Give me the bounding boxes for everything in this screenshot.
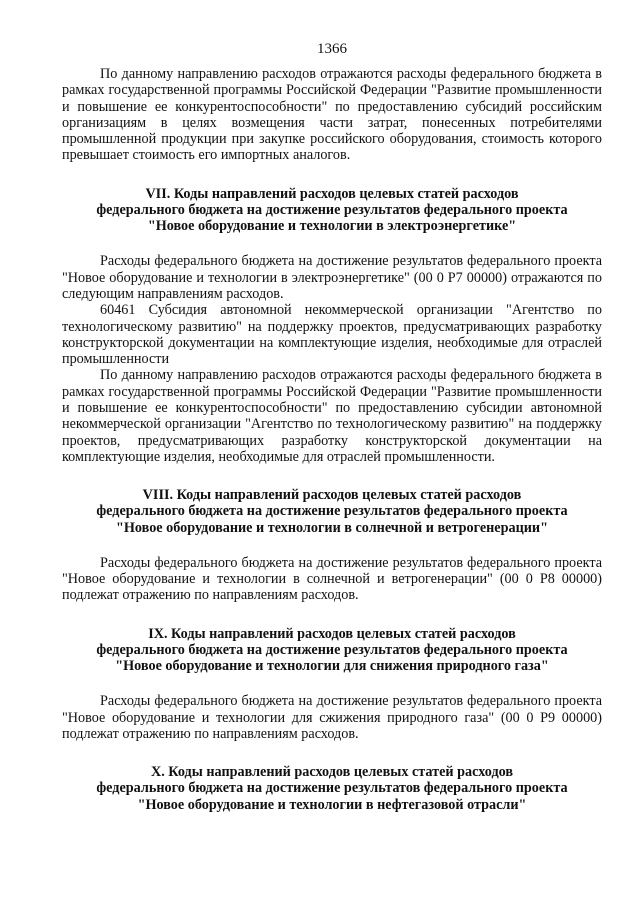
intro-paragraph: По данному направлению расходов отражаются расходы федерального бюджета в рамках государственной программы Российской Федерации "Развитие промышленности и повышение ее конкурентоспособности" по предоставлению субсидий российским организациям в целях возмещения части затрат, понесенных потребителями промышленной продукции при закупке российского оборудования, стоимость которого превышает стоимость его импортных аналогов. bbox=[62, 66, 602, 164]
section-vii-paragraph: По данному направлению расходов отражаются расходы федерального бюджета в рамках государственной программы Российской Федерации "Развитие промышленности и повышение ее конкурентоспособности" по предоставлению субсидии автономной некоммерческой организации "Агентство по технологическому развитию" на поддержку проектов, предусматривающих разработку конструкторской документации на комплектующие изделия, необходимые для отраслей промышленности. bbox=[62, 367, 602, 465]
heading-line: федерального бюджета на достижение результатов федерального проекта bbox=[96, 780, 568, 797]
heading-line: "Новое оборудование и технологии для снижения природного газа" bbox=[115, 658, 549, 675]
page-number: 1366 bbox=[317, 41, 347, 57]
heading-line: федерального бюджета на достижение результатов федерального проекта bbox=[96, 503, 568, 520]
heading-line: X. Коды направлений расходов целевых статей расходов bbox=[150, 764, 514, 781]
section-viii-paragraph: Расходы федерального бюджета на достижение результатов федерального проекта "Новое оборудование и технологии в солнечной и ветрогенерации" (00 0 Р8 00000) подлежат отражению по направлениям расходов. bbox=[62, 554, 602, 604]
section-viii-heading bbox=[62, 487, 602, 536]
heading-line: федерального бюджета на достижение результатов федерального проекта bbox=[96, 641, 568, 658]
section-x-heading bbox=[62, 764, 602, 813]
section-vii-paragraph: 60461 Субсидия автономной некоммерческой организации "Агентство по технологическому развитию" на поддержку проектов, предусматривающих разработку конструкторской документации на комплектующие изделия, необходимые для отраслей промышленности bbox=[62, 302, 602, 368]
heading-line: IX. Коды направлений расходов целевых статей расходов bbox=[148, 625, 516, 642]
heading-line: VII. Коды направлений расходов целевых статей расходов bbox=[145, 185, 519, 202]
heading-line: VIII. Коды направлений расходов целевых статей расходов bbox=[142, 487, 522, 504]
section-ix-heading bbox=[62, 626, 602, 675]
heading-line: "Новое оборудование и технологии в солнечной и ветрогенерации" bbox=[116, 519, 548, 536]
section-ix-paragraph: Расходы федерального бюджета на достижение результатов федерального проекта "Новое оборудование и технологии для сжижения природного газа" (00 0 Р9 00000) подлежат отражению по направлениям расходов. bbox=[62, 693, 602, 742]
section-vii-heading bbox=[62, 186, 602, 235]
heading-line: "Новое оборудование и технологии в электроэнергетике" bbox=[147, 218, 517, 235]
heading-line: "Новое оборудование и технологии в нефтегазовой отрасли" bbox=[137, 796, 527, 813]
heading-line: федерального бюджета на достижение результатов федерального проекта bbox=[96, 201, 568, 218]
section-vii-paragraph: Расходы федерального бюджета на достижение результатов федерального проекта "Новое оборудование и технологии в электроэнергетике" (00 0 Р7 00000) отражаются по следующим направлениям расходов. bbox=[62, 253, 602, 302]
